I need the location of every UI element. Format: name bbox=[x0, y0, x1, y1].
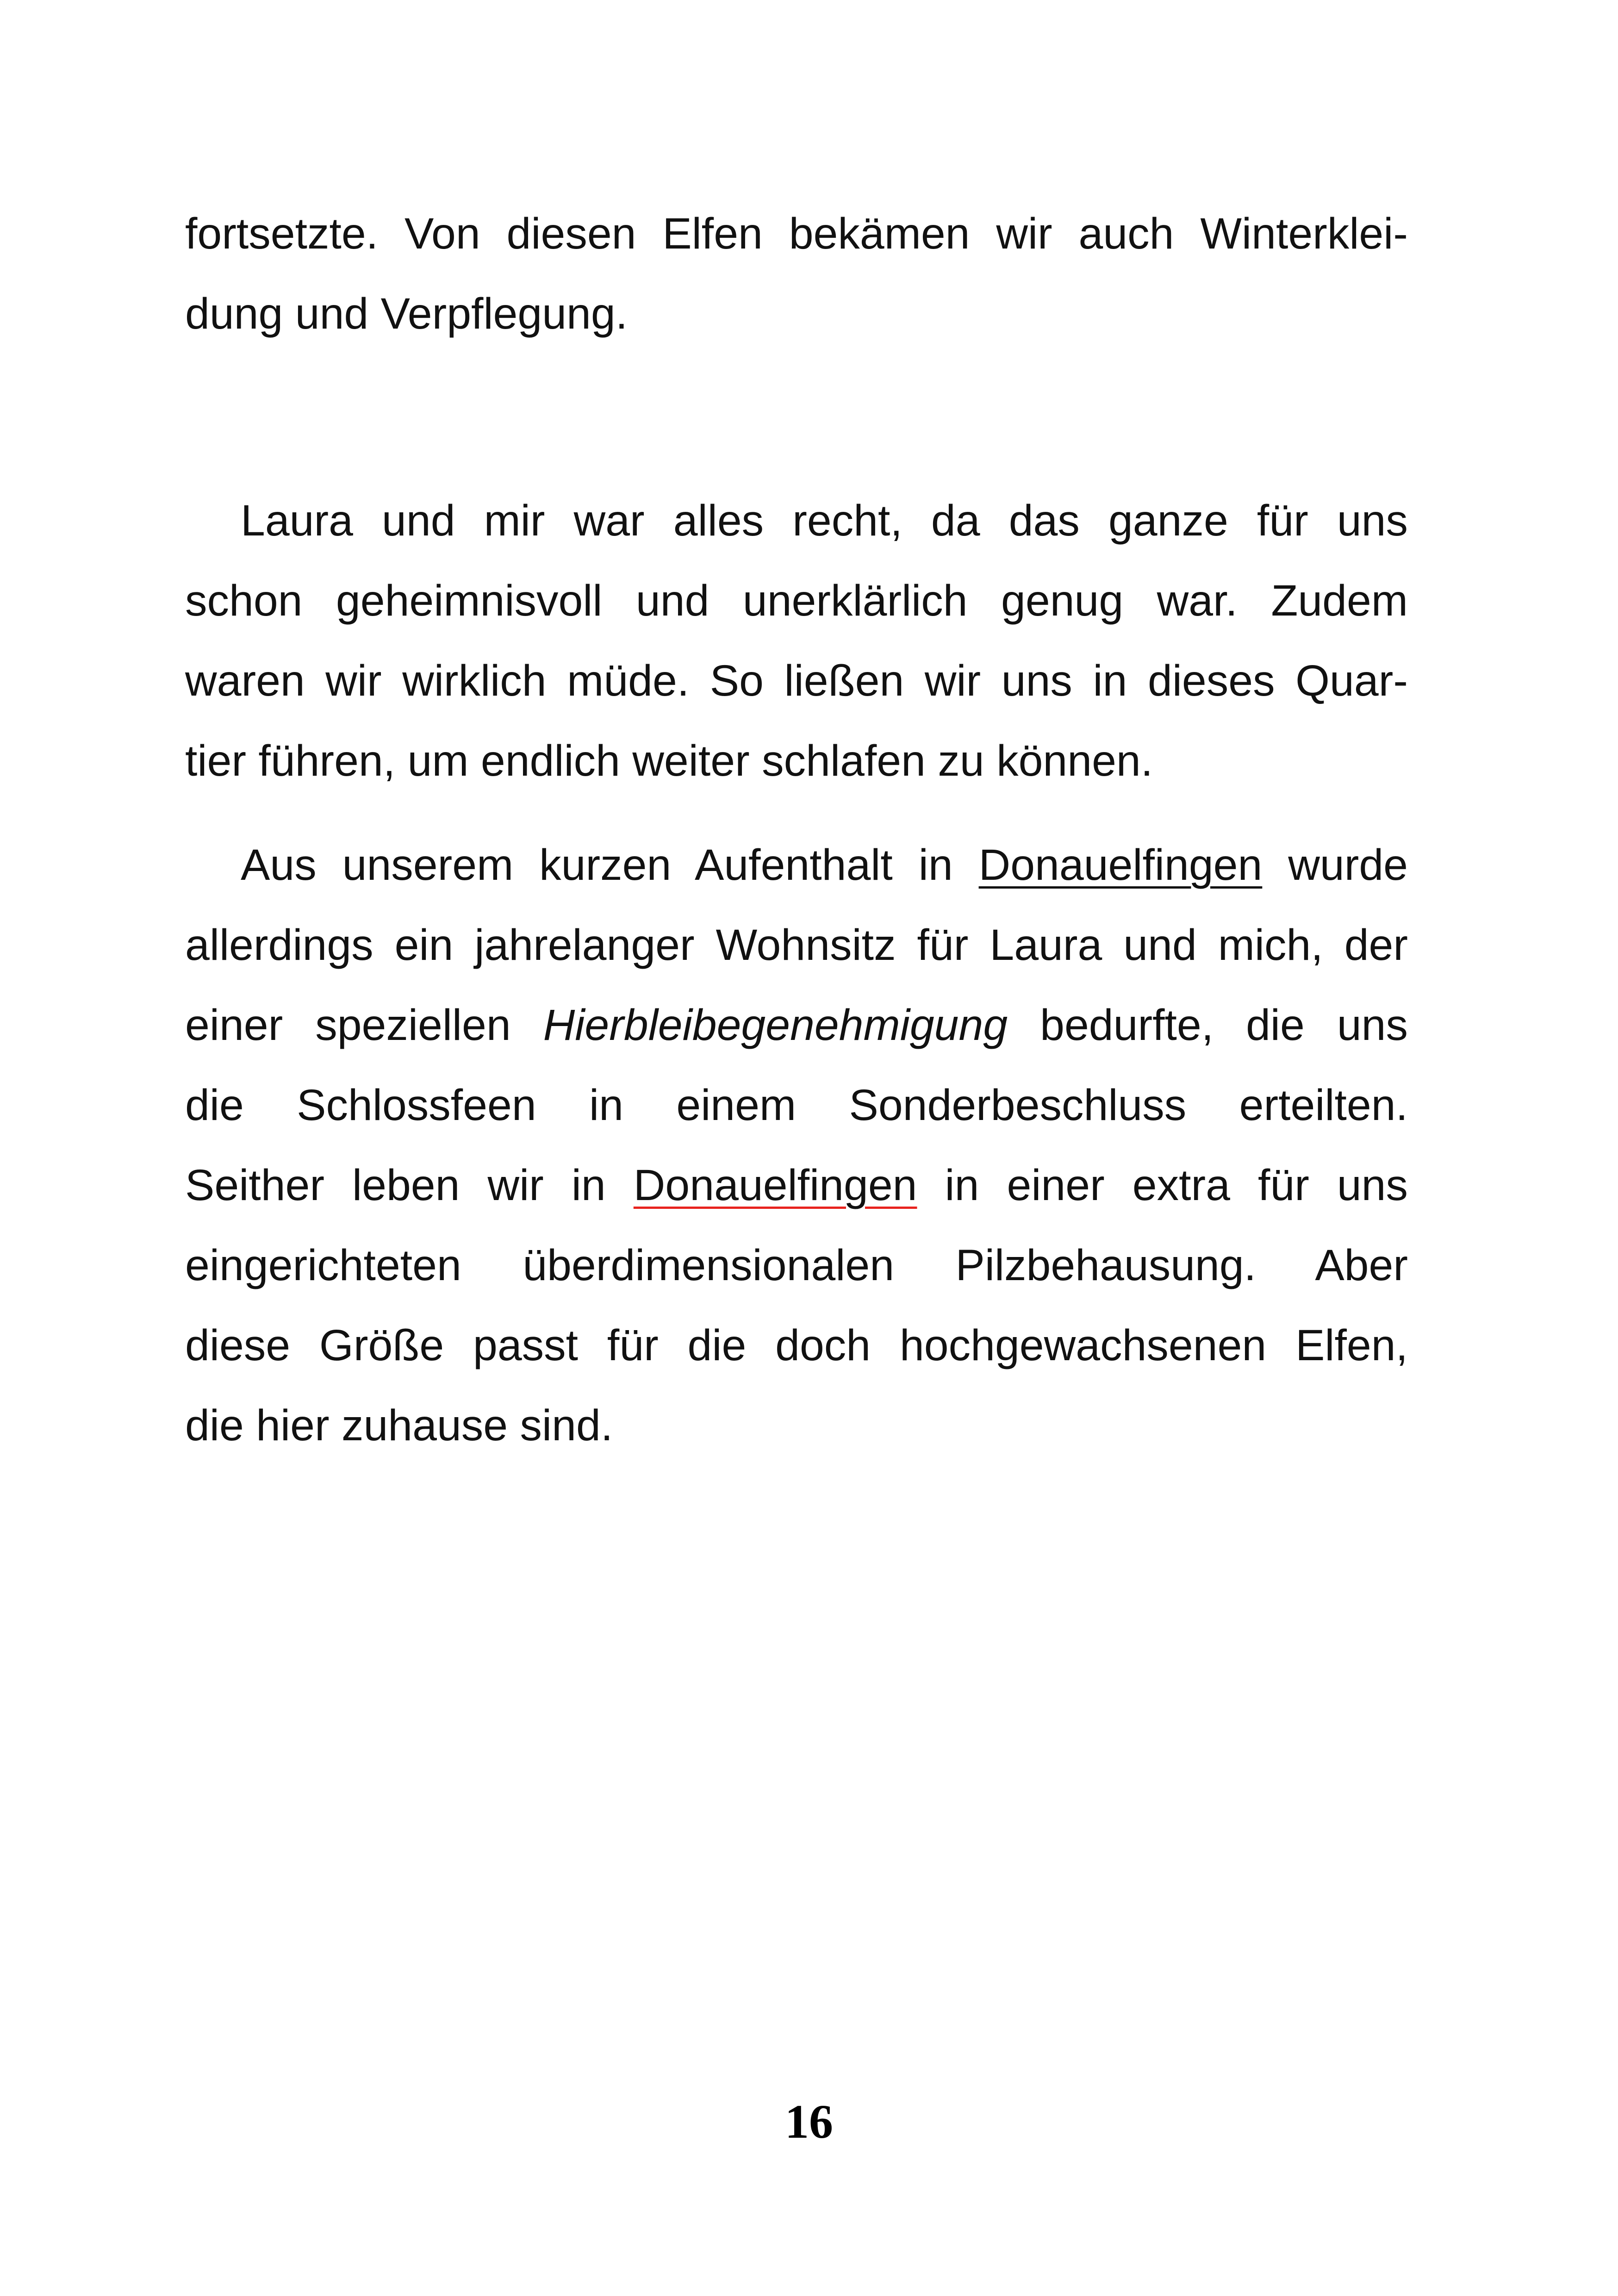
body-line-8: allerdings ein jahrelanger Wohnsitz für Laura und mich, der bbox=[185, 921, 1408, 970]
body-line-3: Laura und mir war alles recht, da das ganze für uns bbox=[241, 496, 1408, 545]
body-line-10: die Schlossfeen in einem Sonderbeschluss erteilten. bbox=[185, 1081, 1408, 1130]
body-line-2: dung und Verpflegung. bbox=[185, 289, 628, 338]
body-line-12: eingerichteten überdimensionalen Pilzbehausung. Aber bbox=[185, 1241, 1408, 1290]
body-line-5: waren wir wirklich müde. So ließen wir uns in dieses Quar- bbox=[185, 656, 1408, 705]
body-line-7 bbox=[241, 830, 1408, 900]
body-line-9-text-b: bedurfte, die uns bbox=[1008, 1001, 1408, 1050]
page-number: 16 bbox=[785, 2095, 833, 2148]
body-line-14: die hier zuhause sind. bbox=[185, 1401, 613, 1450]
body-line-4: schon geheimnisvoll und unerklärlich genug war. Zudem bbox=[185, 576, 1408, 625]
spellcheck-flagged-word[interactable]: Donauelfingen bbox=[633, 1161, 917, 1210]
body-line-1: fortsetzte. Von diesen Elfen bekämen wir auch Winterklei- bbox=[185, 209, 1408, 258]
body-line-7-text-b: wurde bbox=[1262, 840, 1408, 890]
italic-term: Hierbleibegenehmigung bbox=[543, 1001, 1008, 1050]
body-line-7-text-a: Aus unserem kurzen Aufenthalt in bbox=[241, 840, 979, 890]
body-line-9-text-a: einer speziellen bbox=[185, 1001, 543, 1050]
place-name-link[interactable]: Donauelfingen bbox=[978, 840, 1263, 890]
body-line-11-text-a: Seither leben wir in bbox=[185, 1161, 634, 1210]
body-line-11-text-b: in einer extra für uns bbox=[917, 1161, 1408, 1210]
body-line-13: diese Größe passt für die doch hochgewachsenen Elfen, bbox=[185, 1321, 1408, 1370]
body-line-11 bbox=[185, 1151, 1408, 1220]
body-line-6: tier führen, um endlich weiter schlafen zu können. bbox=[185, 736, 1153, 785]
body-line-9 bbox=[185, 990, 1408, 1060]
